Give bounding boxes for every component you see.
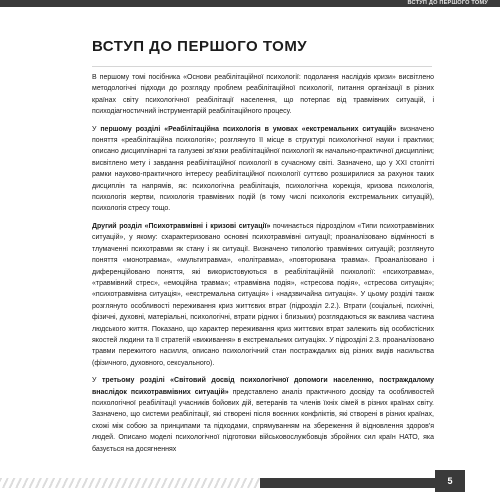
paragraph-3 <box>92 221 434 369</box>
paragraph-4-text: представлено аналіз практичного досвіду та особливостей психологічної реабілітації учасників бойових дій, ветеранів та членів їхніх сімей в різних країнах світу. Зазначено, що системи реабілітації, які створені після воєнних конфліктів, які створені в різних країнах, схожі між собою за принципами та підходами, спрямуванням на збереження й відновлення здоров'я людей. Описано моделі психологічної підготовки військовослужбовців збройних сил країн НАТО, яка базується на досягненнях <box>92 388 434 453</box>
running-header: ВСТУП ДО ПЕРШОГО ТОМУ <box>407 0 488 6</box>
paragraph-2-text: визначено поняття «реабілітаційна психологія»; розглянуто її місце в структурі психологічної науки і практики; описано дисциплінарні та галузеві зв'язки реабілітаційної психології як начально-практичної дисципліни; висвітлено мету і завдання реабілітаційної психології в сучасному світі. Зазначено, що у XXI столітті рамки науково-практичного інтересу реабілітаційної психології суттєво розширилися за рахунок таких дисциплін та напрямів, як: психологічна реабілітація, психологічна корекція, кризова психологія, психологія жертви, психологія травмівних подій (в тому числі психологія екстремальних ситуацій), психологія стресу тощо. <box>92 125 434 213</box>
paragraph-2-bold: першому розділі «Реабілітаційна психологія в умовах «екстремальних ситуацій» <box>100 125 397 133</box>
footer <box>0 470 500 500</box>
paragraph-3-text: починається підрозділом «Типи психотравмівних ситуацій», у якому: схарактеризовано основні психотравмівні ситуації; проаналізовано відмінності в тлумаченні психотравми як стану і як ситуації. Визначено типологію травмівних ситуацій; розглянуто поняття «монотравма», «мультитравма», «політравма», «повторювана травма». Проаналізовано і диференційовано поняття, які використовуються в реабілітаційній психології: «психотравма», «травмівний стрес», «емоційна травма»; «травмівна подія», «стресова подія», «стресова ситуація»; «психотравмівна ситуація», «екстремальна ситуація» і «надзвичайна ситуація». У цьому розділі також розглянуто особливості переживання криз життєвих втрат (підрозділ 2.2.). Втрати (соціальні, психічні, фізичні, духовні, матеріальні, психологічні, втрати рідних і близьких) розглядаються як важлива частина людського життя. Показано, що характер переживання криз життєвих втрат залежить від особистісних якостей людини та її стратегій «виживання» в екстремальних ситуаціях. У підрозділі 2.3. проаналізовано травми пережитого насилля, описано психологічний стан постраждалих від різних видів насильства (фізичного, духовного, сексуального). <box>92 222 435 367</box>
paragraph-1 <box>92 72 434 118</box>
paragraph-4 <box>92 375 434 455</box>
footer-bar <box>260 478 435 488</box>
page-number: 5 <box>435 470 465 492</box>
paragraph-3-bold: Другий розділ «Психотравмівні і кризові ситуації» <box>92 222 271 230</box>
paragraph-2-pre: У <box>92 125 101 133</box>
body-text <box>92 72 434 461</box>
title-divider <box>92 66 432 67</box>
paragraph-4-bold: третьому розділі «Світовий досвід психологічної допомоги населенню, постраждалому внаслідок психотравмівних ситуацій» <box>92 377 434 396</box>
paragraph-2 <box>92 124 434 215</box>
page-title: ВСТУП ДО ПЕРШОГО ТОМУ <box>92 38 308 55</box>
paragraph-1-text: В першому томі посібника «Основи реабілітаційної психології: подолання наслідків кризи» висвітлено методологічні підходи до розгляду проблем реабілітаційної психології, питання організації в різних країнах світу психологічної реабілітації населення, що потерпає від травмівних ситуацій, і психодіагностичний інструментарій реабілітаційного процесу. <box>92 74 434 116</box>
paragraph-4-pre: У <box>92 377 102 385</box>
